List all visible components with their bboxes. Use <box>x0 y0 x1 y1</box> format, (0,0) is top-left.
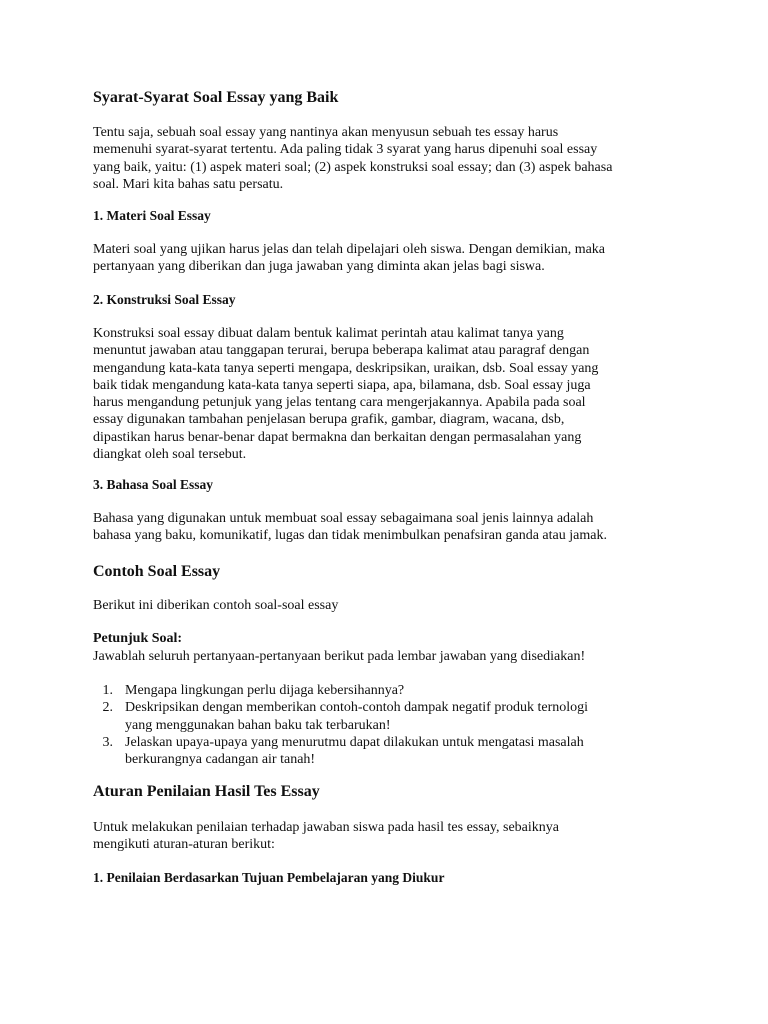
text-line: Berikut ini diberikan contoh soal-soal essay <box>93 598 339 613</box>
text-line: mengandung kata-kata tanya seperti mengapa, deskripsikan, uraikan, dsb. Soal essay yang <box>93 360 599 376</box>
instructions-label: Petunjuk Soal: <box>93 631 183 646</box>
text-line: yang menggunakan bahan baku tak terbarukan! <box>125 717 391 733</box>
materi-paragraph <box>93 241 683 276</box>
text-line: yang baik, yaitu: (1) aspek materi soal; (2) aspek konstruksi soal essay; dan (3) aspek bahasa <box>93 159 613 175</box>
text-line: soal. Mari kita bahas satu persatu. <box>93 176 284 192</box>
text-line: Materi soal yang ujikan harus jelas dan telah dipelajari oleh siswa. Dengan demikian, maka <box>93 242 606 257</box>
text-line: pertanyaan yang diberikan dan juga jawaban yang diminta akan jelas bagi siswa. <box>93 259 545 275</box>
text-line: Tentu saja, sebuah soal essay yang nantinya akan menyusun sebuah tes essay harus <box>93 125 559 140</box>
subheading-materi: 1. Materi Soal Essay <box>93 208 211 223</box>
text-line: Jelaskan upaya-upaya yang menurutmu dapat dilakukan untuk mengatasi masalah <box>125 734 584 750</box>
list-number: 3. <box>102 734 113 750</box>
text-line: memenuhi syarat-syarat tertentu. Ada paling tidak 3 syarat yang harus dipenuhi soal essay <box>93 142 598 158</box>
aturan-intro <box>93 819 683 854</box>
text-line: berkurangnya cadangan air tanah! <box>125 752 316 768</box>
text-line: Deskripsikan dengan memberikan contoh-contoh dampak negatif produk ternologi <box>125 700 589 716</box>
text-line: harus mengandung petunjuk yang jelas tentang cara mengerjakannya. Apabila pada soal <box>93 395 586 411</box>
konstruksi-paragraph <box>93 325 683 463</box>
text-line: Mengapa lingkungan perlu dijaga kebersihannya? <box>125 683 405 698</box>
text-line: mengikuti aturan-aturan berikut: <box>93 837 275 853</box>
subheading-penilaian: 1. Penilaian Berdasarkan Tujuan Pembelajaran yang Diukur <box>93 870 445 885</box>
text-line: baik tidak mengandung kata-kata tanya seperti siapa, apa, bilamana, dsb. Soal essay juga <box>93 377 591 393</box>
section-title-syarat: Syarat-Syarat Soal Essay yang Baik <box>93 89 339 106</box>
list-number: 2. <box>102 700 113 716</box>
section-title-contoh: Contoh Soal Essay <box>93 563 221 580</box>
subheading-bahasa: 3. Bahasa Soal Essay <box>93 477 214 492</box>
list-item <box>93 682 683 699</box>
list-number: 1. <box>102 683 113 698</box>
list-item <box>93 734 683 769</box>
text-line: dipastikan harus benar-benar dapat bermakna dan berkaitan dengan permasalahan yang <box>93 429 582 445</box>
list-item <box>93 699 683 734</box>
bahasa-paragraph <box>93 510 683 545</box>
text-line: Jawablah seluruh pertanyaan-pertanyaan berikut pada lembar jawaban yang disediakan! <box>93 649 586 664</box>
text-line: Untuk melakukan penilaian terhadap jawaban siswa pada hasil tes essay, sebaiknya <box>93 820 559 835</box>
text-line: Konstruksi soal essay dibuat dalam bentuk kalimat perintah atau kalimat tanya yang <box>93 326 564 341</box>
question-list <box>93 682 683 768</box>
contoh-intro <box>93 597 683 614</box>
section-title-aturan: Aturan Penilaian Hasil Tes Essay <box>93 783 320 800</box>
text-line: bahasa yang baku, komunikatif, lugas dan tidak menimbulkan penafsiran ganda atau jamak. <box>93 528 607 544</box>
intro-paragraph <box>93 124 683 193</box>
instructions-text <box>93 648 683 665</box>
text-line: diangkat oleh soal tersebut. <box>93 447 247 463</box>
text-line: menuntut jawaban atau tanggapan terurai, berupa beberapa kalimat atau paragraf dengan <box>93 343 590 359</box>
subheading-konstruksi: 2. Konstruksi Soal Essay <box>93 292 236 307</box>
text-line: essay digunakan tambahan penjelasan berupa grafik, gambar, diagram, wacana, dsb, <box>93 412 565 428</box>
text-line: Bahasa yang digunakan untuk membuat soal essay sebagaimana soal jenis lainnya adalah <box>93 511 594 526</box>
